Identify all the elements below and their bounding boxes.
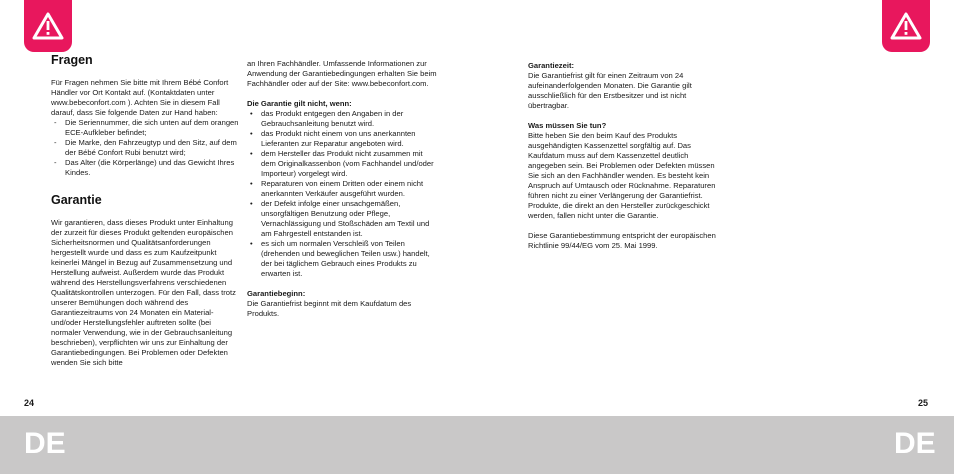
fragen-list bbox=[51, 118, 241, 178]
list-item: • Reparaturen von einem Dritten oder einem nicht anerkannten Verkäufer ausgeführt wurden. bbox=[250, 179, 424, 198]
beginn-heading: Garantiebeginn: bbox=[247, 289, 306, 298]
fragen-intro: Für Fragen nehmen Sie bitte mit Ihrem Bébé Confort Händler vor Ort Kontakt auf. (Kontaktdaten unter www.bebeconfort.com ). Achten Sie in diesem Fall darauf, dass Sie folgende Daten zur Hand haben: bbox=[51, 78, 229, 117]
zeit-heading: Garantiezeit: bbox=[528, 61, 574, 70]
page-number-left: 24 bbox=[24, 398, 35, 408]
beginn-text: Die Garantiefrist beginnt mit dem Kaufdatum des Produkts. bbox=[247, 299, 412, 318]
list-item: • der Defekt infolge einer unsachgemäßen, unsorgfältigen Benutzung oder Pflege, Vernachlässigung und Stoßschäden am Textil und am Fahrgestell entstanden ist. bbox=[250, 199, 430, 238]
middle-column bbox=[247, 59, 437, 319]
list-item: - Das Alter (die Körperlänge) und das Gewicht Ihres Kindes. bbox=[54, 158, 235, 177]
list-item: • dem Hersteller das Produkt nicht zusammen mit dem Originalkassenbon (vom Fachhandel und/oder Importeur) vorgelegt wird. bbox=[250, 149, 434, 178]
garantie-text: Wir garantieren, dass dieses Produkt unter Einhaltung der zurzeit für dieses Produkt geltenden europäischen Sicherheitsnormen und Qualitätsanforderungen hergestellt wurde und dass es zum Kaufzeitpunkt keinerlei Mängel in Bezug auf Zusammensetzung und Herstellung aufweist. Außerdem wurde das Produkt während des Herstellungsverfahrens verschiedenen Qualitätskontrollen unterzogen. Für den Fall, dass trotz unserer Bemühungen doch während des Garantiezeitraums von 24 Monaten ein Material- und/oder Herstellungsfehler auftreten sollte (bei normaler Verwendung, wie in der Gebrauchsanleitung beschrieben), verpflichten wir uns zur Einhaltung der Garantiebedingungen. Bei Problemen oder Defekten wenden Sie sich bitte bbox=[51, 218, 236, 367]
page-number-right: 25 bbox=[918, 398, 929, 408]
warning-badge-right bbox=[882, 0, 930, 52]
richtlinie-text: Diese Garantiebestimmung entspricht der europäischen Richtlinie 99/44/EG vom 25. Mai 1999. bbox=[528, 231, 716, 250]
right-column bbox=[528, 61, 718, 251]
language-label-left: DE bbox=[24, 427, 66, 460]
list-item: - Die Seriennummer, die sich unten auf dem orangen ECE-Aufkleber befindet; bbox=[54, 118, 239, 137]
fragen-heading: Fragen bbox=[51, 53, 93, 67]
left-column bbox=[51, 52, 241, 368]
warning-triangle-icon bbox=[32, 12, 64, 40]
language-footer-band bbox=[0, 416, 954, 474]
nicht-heading: Die Garantie gilt nicht, wenn: bbox=[247, 99, 352, 108]
warning-badge-left bbox=[24, 0, 72, 52]
list-item: - Die Marke, den Fahrzeugtyp und den Sitz, auf dem der Bébé Confort Rubi benutzt wird; bbox=[54, 138, 237, 157]
garantie-heading: Garantie bbox=[51, 193, 102, 207]
nicht-list bbox=[247, 109, 437, 279]
list-item: • das Produkt entgegen den Angaben in der Gebrauchsanleitung benutzt wird. bbox=[250, 109, 404, 128]
warning-triangle-icon bbox=[890, 12, 922, 40]
middle-intro: an Ihren Fachhändler. Umfassende Informationen zur Anwendung der Garantiebedingungen erhalten Sie beim Fachhändler oder auf der Site: www.bebeconfort.com. bbox=[247, 59, 437, 88]
tun-text: Bitte heben Sie den beim Kauf des Produkts ausgehändigten Kassenzettel sorgfältig auf. Das Kaufdatum muss auf dem Kassenzettel deutlich angegeben sein. Bei Problemen oder Defekten müssen Sie sich an den Fachhändler wenden. Es besteht kein Anspruch auf Umtausch oder Rücknahme. Reparaturen führen nicht zu einer Verlängerung der Garantiefrist. Produkte, die direkt an den Hersteller zurückgeschickt werden, fallen nicht unter die Garantie. bbox=[528, 131, 716, 220]
tun-heading: Was müssen Sie tun? bbox=[528, 121, 607, 130]
list-item: • das Produkt nicht einem von uns anerkannten Lieferanten zur Reparatur angeboten wird. bbox=[250, 129, 416, 148]
language-label-right: DE bbox=[894, 427, 936, 460]
list-item: • es sich um normalen Verschleiß von Teilen (drehenden und beweglichen Teilen usw.) handelt, der bei täglichem Gebrauch eines Produkts zu erwarten ist. bbox=[250, 239, 430, 278]
zeit-text: Die Garantiefrist gilt für einen Zeitraum von 24 aufeinanderfolgenden Monaten. Die Garantie gilt ausschließlich für den Erstbesitzer und ist nicht übertragbar. bbox=[528, 71, 692, 110]
